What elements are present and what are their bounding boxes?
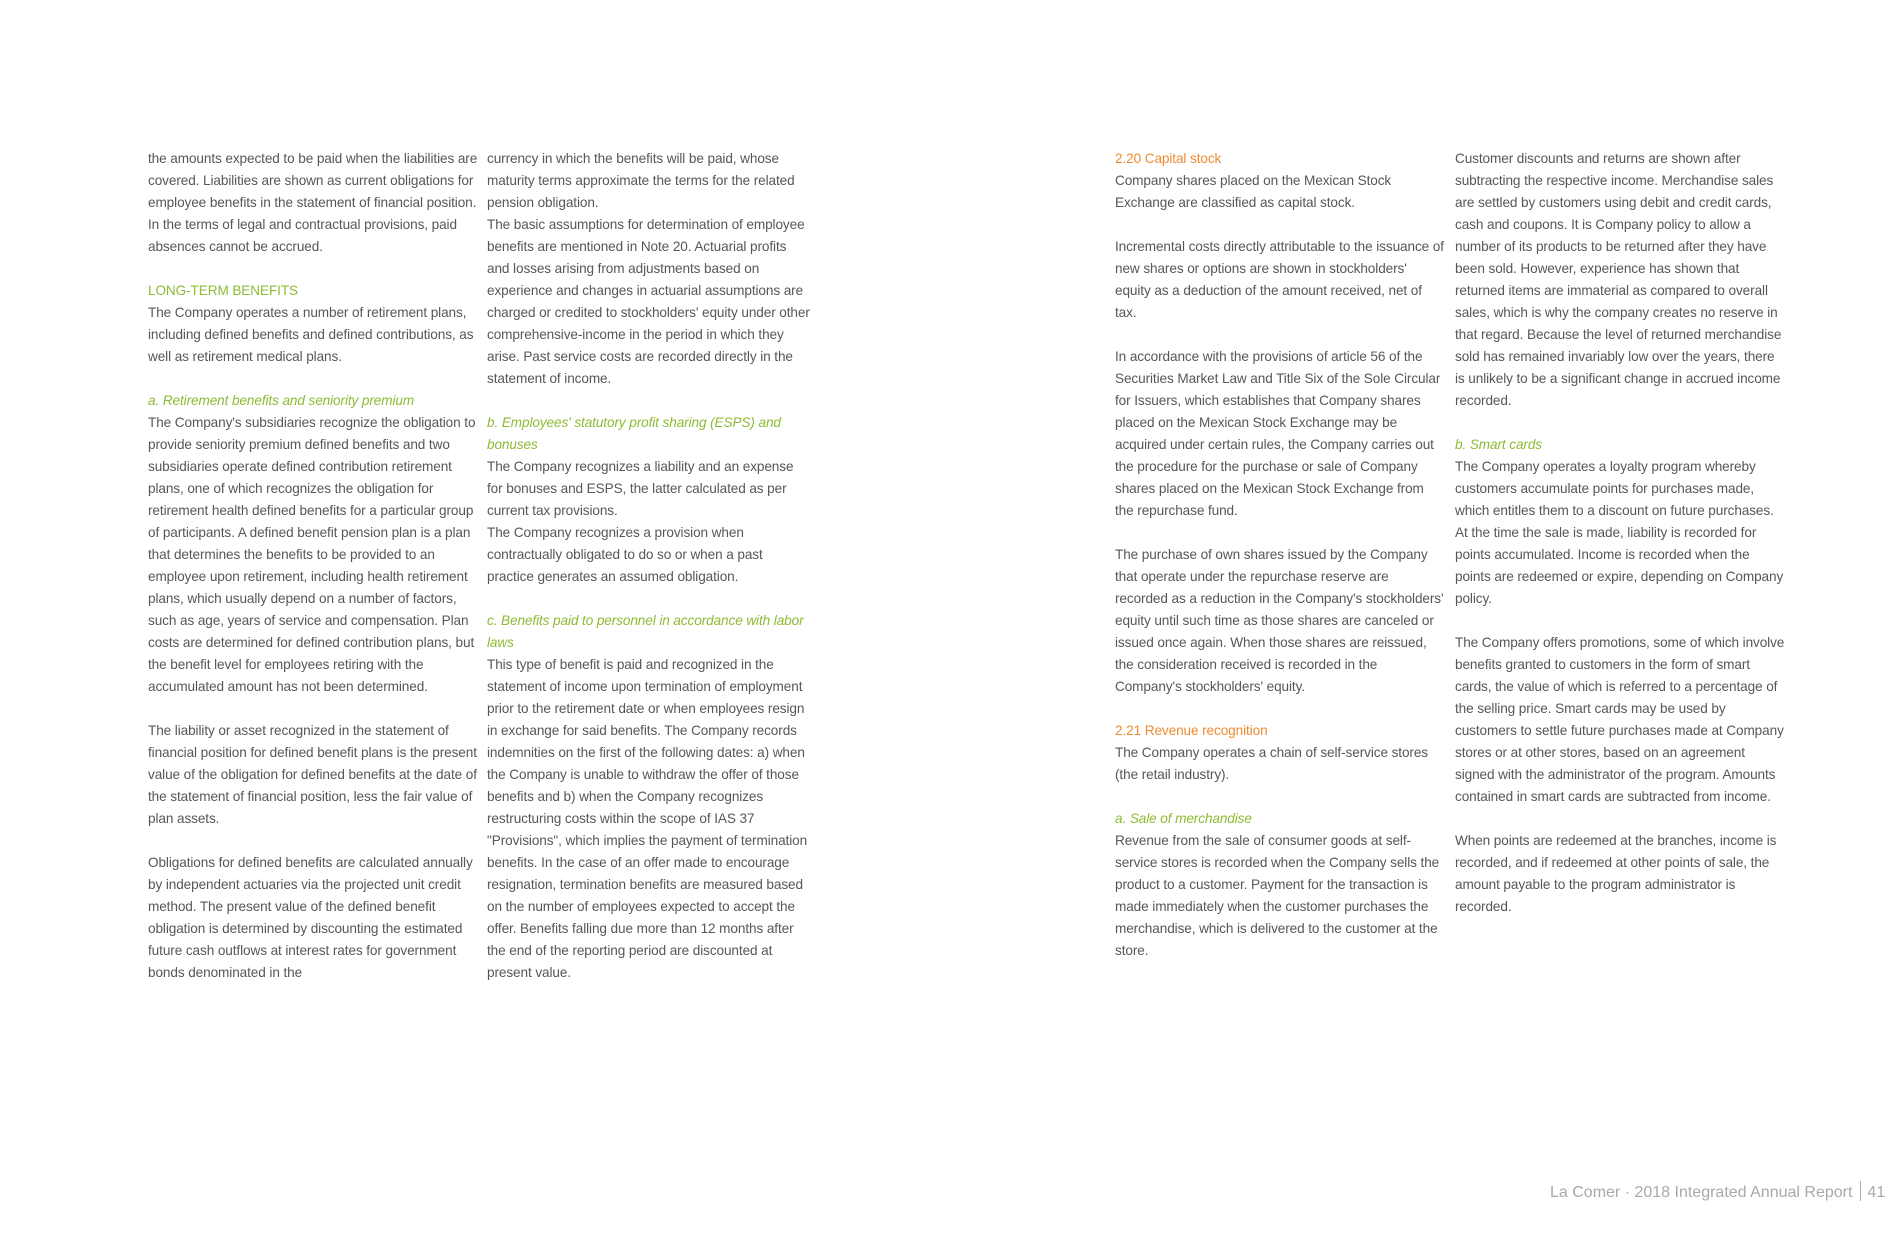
paragraph: This type of benefit is paid and recognized in the statement of income upon termination of employment prior to the retirement date or when employees resign in exchange for said benefits. The Company records indemnities on the first of the following dates: a) when the Company is unable to withdraw the offer of those benefits and b) when the Company recognizes restructuring costs within the scope of IAS 37 "Provisions", which implies the payment of termination benefits. In the case of an offer made to encourage resignation, termination benefits are measured based on the number of employees expected to accept the offer. Benefits falling due more than 12 months after the end of the reporting period are discounted at present value. — [487, 657, 808, 980]
paragraph: When points are redeemed at the branches, income is recorded, and if redeemed at other points of sale, the amount payable to the program administrator is recorded. — [1455, 833, 1777, 914]
text-column-1 — [148, 148, 478, 984]
paragraph: The Company's subsidiaries recognize the obligation to provide seniority premium defined benefits and two subsidiaries operate defined contribution retirement plans, one of which recognizes the obligation for retirement health defined benefits for a particular group of participants. A defined benefit pension plan is a plan that determines the benefits to be provided to an employee upon retirement, including health retirement plans, which usually depend on a number of factors, such as age, years of service and compensation. Plan costs are determined for defined contribution plans, but the benefit level for employees retiring with the accumulated amount has not been determined. — [148, 415, 476, 694]
subheading-smart-cards: b. Smart cards — [1455, 437, 1542, 452]
footer-divider — [1860, 1181, 1861, 1201]
section-heading-long-term-benefits: LONG-TERM BENEFITS — [148, 283, 299, 298]
paragraph: In accordance with the provisions of article 56 of the Securities Market Law and Title Six of the Sole Circular for Issuers, which establishes that Company shares placed on the Mexican Stock Exchange may be acquired under certain rules, the Company carries out the procedure for the purchase or sale of Company shares placed on the Mexican Stock Exchange from the repurchase fund. — [1115, 349, 1441, 518]
paragraph: Obligations for defined benefits are calculated annually by independent actuaries via the projected unit credit method. The present value of the defined benefit obligation is determined by discounting the estimated future cash outflows at interest rates for government bonds denominated in the — [148, 855, 473, 980]
subheading-sale-of-merchandise: a. Sale of merchandise — [1115, 811, 1252, 826]
report-title: La Comer · 2018 Integrated Annual Report — [1550, 1184, 1853, 1201]
paragraph: Revenue from the sale of consumer goods at self-service stores is recorded when the Company sells the product to a customer. Payment for the transaction is made immediately when the customer purchases the merchandise, which is delivered to the customer at the store. — [1115, 833, 1440, 958]
page-number: 41 — [1867, 1184, 1886, 1201]
paragraph: Company shares placed on the Mexican Stock Exchange are classified as capital stock. — [1115, 173, 1392, 210]
paragraph: the amounts expected to be paid when the liabilities are covered. Liabilities are shown as current obligations for employee benefits in the statement of financial position. In the terms of legal and contractual provisions, paid absences cannot be accrued. — [148, 151, 478, 254]
paragraph: The Company offers promotions, some of which involve benefits granted to customers in the form of smart cards, the value of which is referred to a percentage of the selling price. Smart cards may be used by customers to settle future purchases made at Company stores or at other stores, based on an agreement signed with the administrator of the program. Amounts contained in smart cards are subtracted from income. — [1455, 635, 1785, 804]
paragraph: The Company operates a loyalty program whereby customers accumulate points for purchases made, which entitles them to a discount on future purchases. At the time the sale is made, liability is recorded for points accumulated. Income is recorded when the points are redeemed or expire, depending on Company policy. — [1455, 459, 1784, 606]
paragraph: The liability or asset recognized in the statement of financial position for defined benefit plans is the present value of the obligation for defined benefits at the date of the statement of financial position, less the fair value of plan assets. — [148, 723, 477, 826]
text-column-3 — [1115, 148, 1445, 962]
subheading-benefits-labor-laws: c. Benefits paid to personnel in accordance with labor laws — [487, 613, 804, 650]
subheading-retirement-benefits: a. Retirement benefits and seniority premium — [148, 393, 415, 408]
paragraph: currency in which the benefits will be paid, whose maturity terms approximate the terms for the related pension obligation. — [487, 151, 795, 210]
text-column-2 — [487, 148, 812, 984]
paragraph: The Company operates a number of retirement plans, including defined benefits and defined contributions, as well as retirement medical plans. — [148, 305, 474, 364]
paragraph: The basic assumptions for determination of employee benefits are mentioned in Note 20. Actuarial profits and losses arising from adjustments based on experience and changes in actuarial assumptions are charged or credited to stockholders' equity under other comprehensive-income in the period in which they arise. Past service costs are recorded directly in the statement of income. — [487, 217, 810, 386]
section-heading-revenue-recognition: 2.21 Revenue recognition — [1115, 723, 1268, 738]
paragraph: The Company recognizes a provision when contractually obligated to do so or when a past practice generates an assumed obligation. — [487, 525, 763, 584]
section-heading-capital-stock: 2.20 Capital stock — [1115, 151, 1222, 166]
text-column-4 — [1455, 148, 1785, 918]
paragraph: Customer discounts and returns are shown after subtracting the respective income. Merchandise sales are settled by customers using debit and credit cards, cash and coupons. It is Company policy to allow a number of its products to be returned after they have been sold. However, experience has shown that returned items are immaterial as compared to overall sales, which is why the company creates no reserve in that regard. Because the level of returned merchandise sold has remained invariably low over the years, there is unlikely to be a significant change in accrued income recorded. — [1455, 151, 1782, 408]
subheading-esps-bonuses: b. Employees' statutory profit sharing (ESPS) and bonuses — [487, 415, 781, 452]
paragraph: The Company recognizes a liability and an expense for bonuses and ESPS, the latter calculated as per current tax provisions. — [487, 459, 794, 518]
paragraph: Incremental costs directly attributable to the issuance of new shares or options are shown in stockholders' equity as a deduction of the amount received, net of tax. — [1115, 239, 1444, 320]
page-footer — [1550, 1181, 1886, 1202]
paragraph: The purchase of own shares issued by the Company that operate under the repurchase reserve are recorded as a reduction in the Company's stockholders' equity until such time as those shares are canceled or issued once again. When those shares are reissued, the consideration received is recorded in the Company's stockholders' equity. — [1115, 547, 1444, 694]
paragraph: The Company operates a chain of self-service stores (the retail industry). — [1115, 745, 1428, 782]
